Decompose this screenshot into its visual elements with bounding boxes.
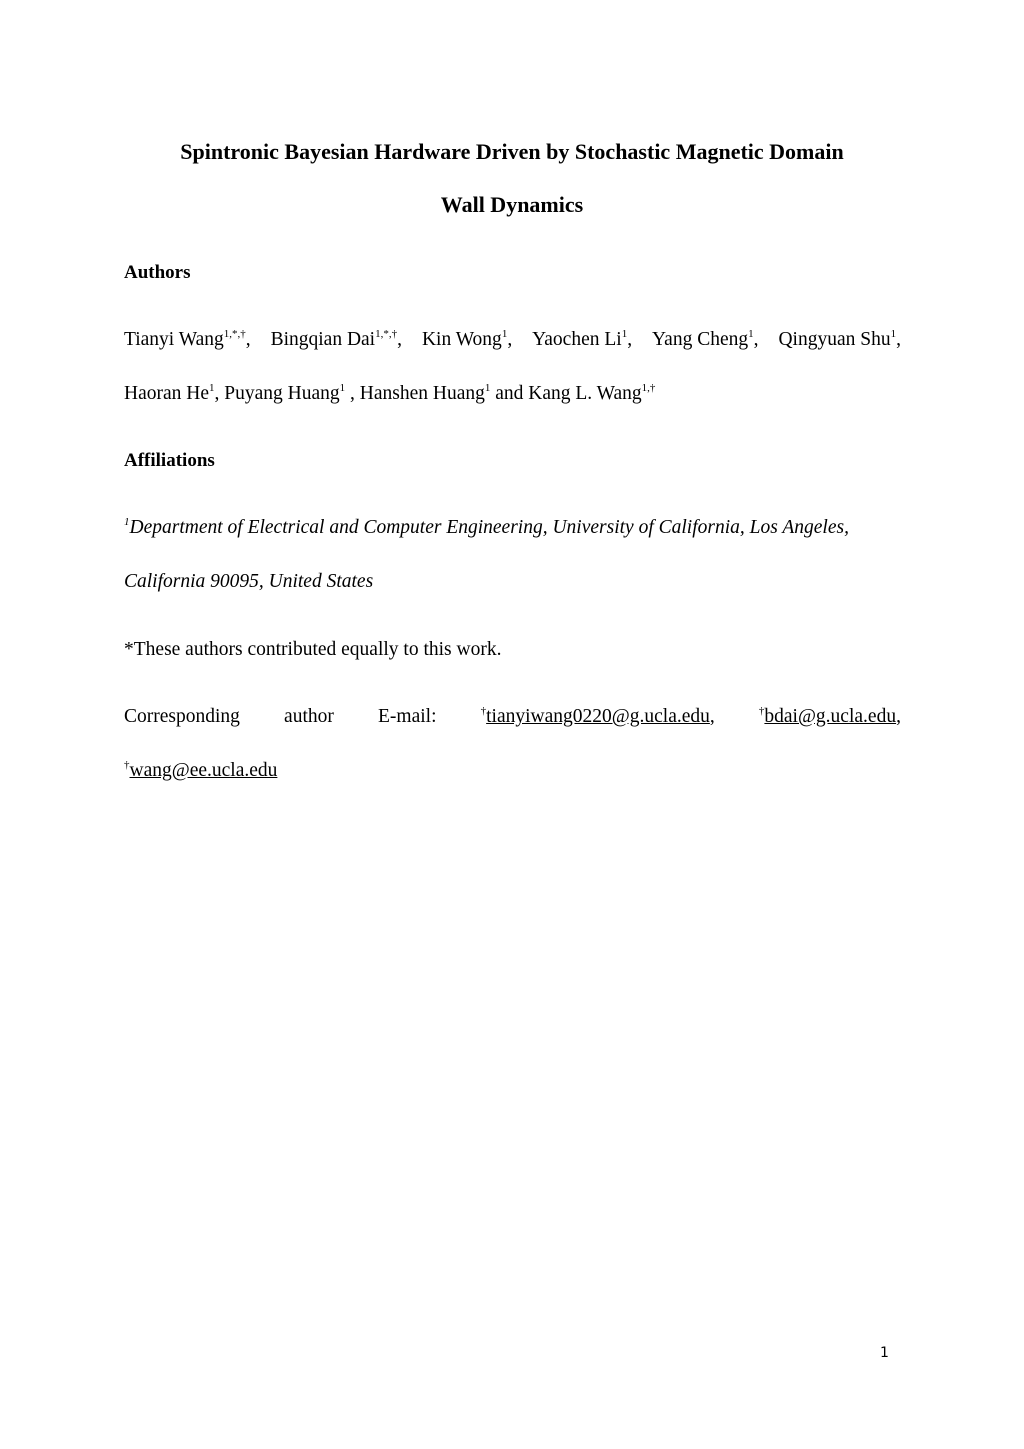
- page-number: 1: [880, 1345, 889, 1361]
- corresponding-author-line-1: [124, 704, 901, 730]
- email-link-bdai[interactable]: bdai@g.ucla.edu: [764, 706, 897, 727]
- email-entry: †bdai@g.ucla.edu,: [758, 704, 901, 727]
- corresponding-label-word: E-mail:: [378, 706, 437, 727]
- author-item: Yaochen Li$^1$,: [532, 327, 633, 350]
- author-item: Kin Wong$^1$,: [421, 327, 513, 350]
- paper-title-line-2: Wall Dynamics: [440, 192, 584, 217]
- affiliation-line-2: California 90095, United States: [124, 571, 374, 592]
- affiliation-marker: 1: [124, 515, 130, 528]
- author-item: Haoran He$^1$,: [124, 381, 225, 404]
- paper-title-line-1: Spintronic Bayesian Hardware Driven by Stochastic Magnetic Domain: [180, 139, 844, 164]
- corresponding-author-line-2: [124, 758, 901, 784]
- author-list-line-1: [124, 327, 901, 353]
- author-item: Hanshen Huang$^1$ and: [359, 381, 529, 404]
- corresponding-label-word: author: [284, 706, 334, 727]
- author-item: Tianyi Wang$^{1,*,\dagger}$,: [124, 327, 251, 350]
- author-item: Kang L. Wang$^{1,\dagger}$: [528, 381, 656, 404]
- dagger-marker: †: [124, 758, 130, 771]
- email-entry: †tianyiwang0220@g.ucla.edu,: [480, 704, 715, 727]
- corresponding-label-word: Corresponding: [124, 706, 240, 727]
- dagger-marker: †: [480, 704, 487, 717]
- author-item: Qingyuan Shu$^1$,: [778, 327, 901, 350]
- affiliation-line-1: $^1$Department of Electrical and Computer Engineering, University of California, Los Angeles,: [124, 515, 849, 538]
- dagger-marker: †: [758, 704, 765, 717]
- author-item: Yang Cheng$^1$,: [652, 327, 759, 350]
- affiliations-heading: Affiliations: [124, 450, 215, 471]
- author-list-line-2: [124, 381, 901, 407]
- email-link-wang[interactable]: wang@ee.ucla.edu: [129, 760, 278, 781]
- author-item: Puyang Huang$^1$ ,: [224, 381, 360, 404]
- author-item: Bingqian Dai$^{1,*,\dagger}$,: [270, 327, 402, 350]
- authors-heading: Authors: [124, 262, 191, 283]
- equal-contribution-note: *These authors contributed equally to this work.: [124, 639, 502, 660]
- email-link-tianyiwang[interactable]: tianyiwang0220@g.ucla.edu: [486, 706, 710, 727]
